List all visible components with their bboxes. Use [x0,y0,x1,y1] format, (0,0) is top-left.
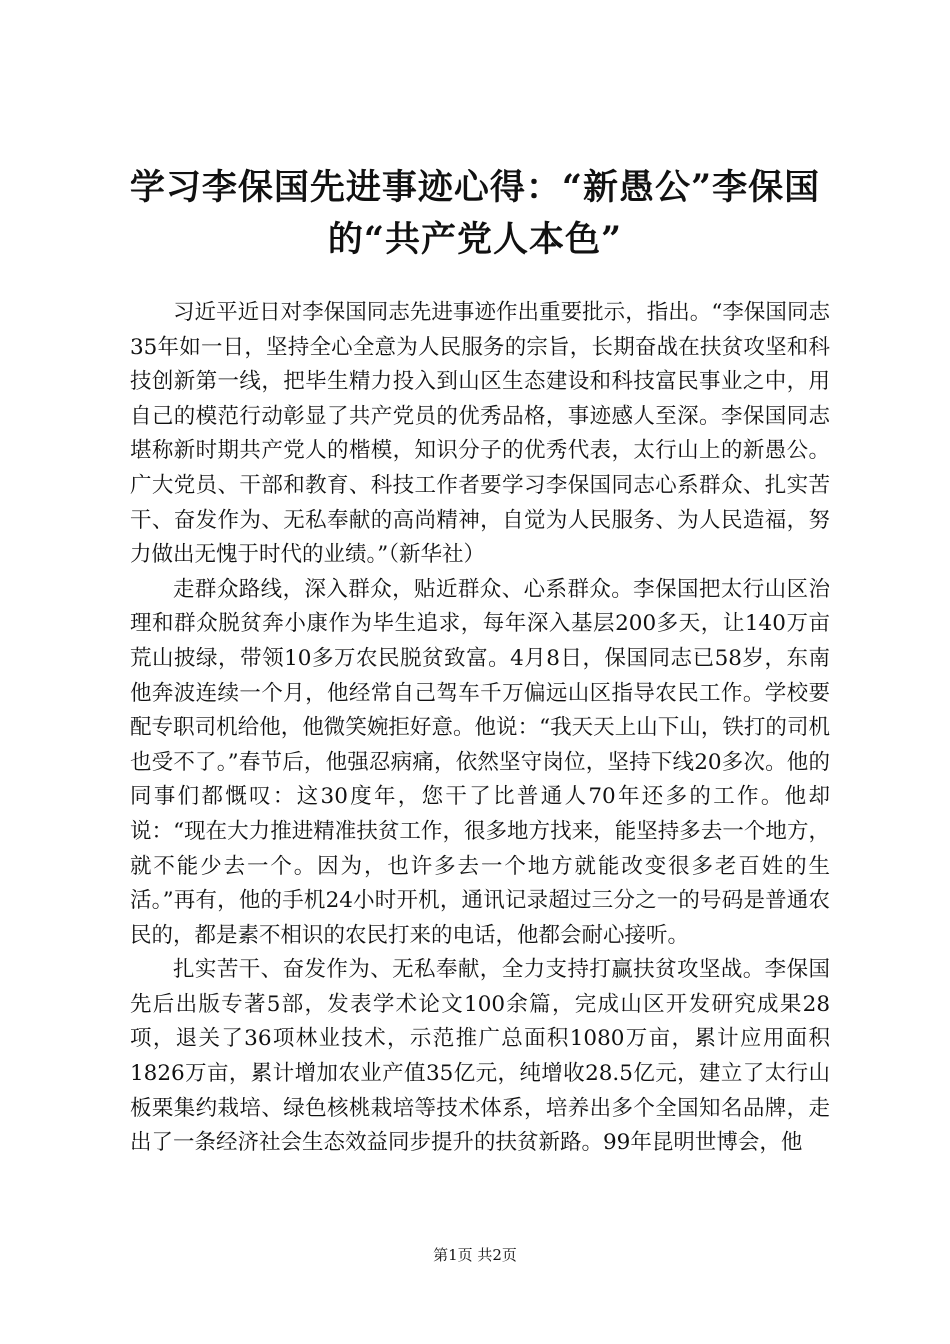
title-line-1: 学习李保国先进事迹心得：“新愚公”李保国 [129,167,821,208]
document-title [110,162,840,266]
page-footer: 第1页 共2页 [433,1246,517,1264]
document-body [130,296,830,1161]
title-line-2: 的“共产党人本色” [327,219,623,260]
paragraph-2: 走群众路线，深入群众，贴近群众、心系群众。李保国把太行山区治理和群众脱贫奔小康作为毕生追求，每年深入基层200多天，让140万亩荒山披绿，带领10多万农民脱贫致富。4月8日，保国同志已58岁，东南他奔波连续一个月，他经常自己驾车千万偏远山区指导农民工作。学校要配专职司机给他，他微笑婉拒好意。他说：“我天天上山下山，铁打的司机也受不了。”春节后，他强忍病痛，依然坚守岗位，坚持下线20多次。他的同事们都慨叹：这30度年，您干了比普通人70年还多的工作。他却说：“现在大力推进精准扶贫工作，很多地方找来，能坚持多去一个地方，就不能少去一个。因为，也许多去一个地方就能改变很多老百姓的生活。”再有，他的手机24小时开机，通讯记录超过三分之一的号码是普通农民的，都是素不相识的农民打来的电话，他都会耐心接听。 [130,576,830,948]
paragraph-1: 习近平近日对李保国同志先进事迹作出重要批示，指出。“李保国同志35年如一日，坚持全心全意为人民服务的宗旨，长期奋战在扶贫攻坚和科技创新第一线，把毕生精力投入到山区生态建设和科技富民事业之中，用自己的模范行动彰显了共产党员的优秀品格，事迹感人至深。李保国同志堪称新时期共产党人的楷模，知识分子的优秀代表，太行山上的新愚公。广大党员、干部和教育、科技工作者要学习李保国同志心系群众、扎实苦干、奋发作为、无私奉献的高尚精神，自觉为人民服务、为人民造福，努力做出无愧于时代的业绩。”（新华社） [130,300,830,568]
paragraph-3: 扎实苦干、奋发作为、无私奉献，全力支持打赢扶贫攻坚战。李保国先后出版专著5部，发表学术论文100余篇，完成山区开发研究成果28项，退关了36项林业技术，示范推广总面积1080万亩，累计应用面积1826万亩，累计增加农业产值35亿元，纯增收28.5亿元，建立了太行山板栗集约栽培、绿色核桃栽培等技术体系，培养出多个全国知名品牌，走出了一条经济社会生态效益同步提升的扶贫新路。99年昆明世博会，他 [130,957,830,1156]
